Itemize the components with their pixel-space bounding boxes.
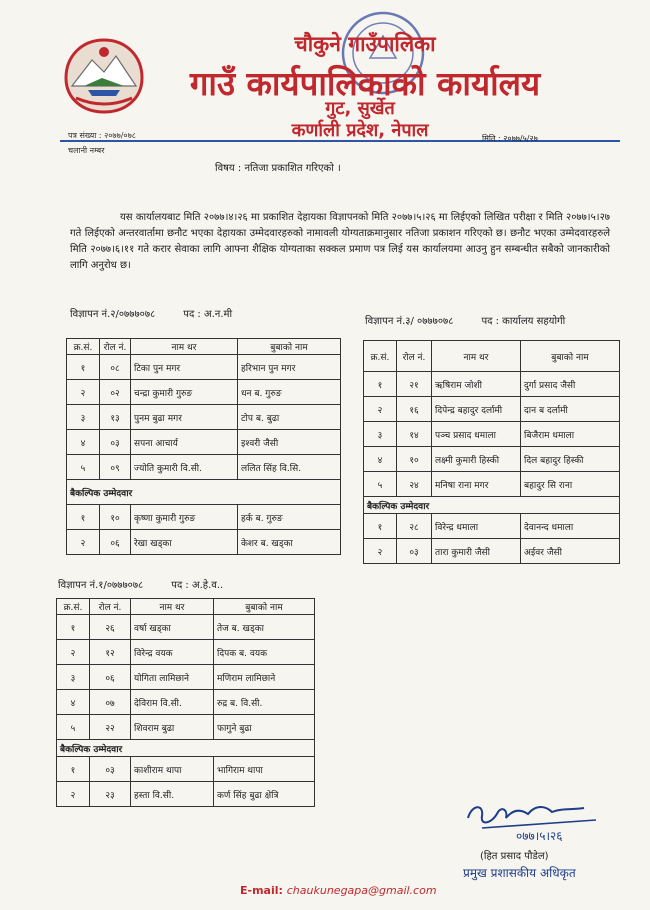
table-row: १ २६ वर्षा खड्का तेज ब. खड्का	[57, 615, 315, 640]
table-row: ४ ०७ देविराम वि.सी. रुद्र ब. वि.सी.	[57, 690, 315, 715]
ad-post: पद : अ.न.मी	[183, 309, 233, 320]
table-row: १ १० कृष्णा कुमारी गुरुङ हर्क ब. गुरुङ	[67, 505, 341, 530]
alternate-label: बैकल्पिक उम्मेदवार	[364, 497, 620, 514]
table-row: ५ ०९ ज्योति कुमारी वि.सी. ललित सिंह वि.सि.	[67, 455, 341, 480]
alternate-label: बैकल्पिक उम्मेदवार	[57, 740, 315, 757]
body-paragraph: यस कार्यालयबाट मिति २०७७।४।२६ मा प्रकाशित देहायका विज्ञापनको मिति २०७७।५।२६ मा लिईएको लिखित परीक्षा र मिति २०७७।५।२७ गते लिईएको अन्तरवार्तामा छनौट भएका देहायका उम्मेदवारहरुको नामावली योग्यताक्रमानुसार नतिजा प्रकाशन गरिएको छ। छनौट भएका उम्मेदवारहरुले मिति २०७७।६।११ गते करार सेवाका लागि आफ्ना शैक्षिक योग्यताका सक्कल प्रमाण पत्र लिई यस कार्यालयमा आउनु हुन सम्बन्धीत सबैको जानकारीको लागि अनुरोध छ।	[70, 212, 610, 271]
alternate-header-row	[57, 740, 315, 757]
table-row: २ ०२ चन्द्रा कुमारी गुरुङ धन ब. गुरुङ	[67, 380, 341, 405]
table-header-row	[57, 599, 315, 615]
subject-line: विषय : नतिजा प्रकाशित गरिएको ।	[215, 163, 341, 174]
table-row: ४ ०३ सपना आचार्य इश्वरी जैसी	[67, 430, 341, 455]
reference-number: पत्र संख्या : २०७७/०७८	[68, 131, 136, 140]
table-row: ३ ०६ योगिता लामिछाने मणिराम लामिछाने	[57, 665, 315, 690]
col-roll: रोल नं.	[397, 341, 432, 372]
col-name: नाम थर	[131, 339, 238, 355]
signature-date: ०७७।५।२६	[516, 829, 563, 842]
ad-title: विज्ञापन नं.३/ ०७७७०७८	[365, 316, 454, 327]
results-table-ad-3	[363, 340, 620, 564]
table-row: १ २८ विरेन्द्र धमाला देवानन्द धमाला	[364, 514, 620, 539]
table-row: ५ २२ शिवराम बुढा फागुने बुढा	[57, 715, 315, 740]
office-location: गुट, सुर्खेत	[325, 98, 395, 119]
ad-heading-2	[70, 306, 232, 320]
table-header-row	[364, 341, 620, 372]
alternate-label: बैकल्पिक उम्मेदवार	[67, 480, 341, 505]
table-row: ३ १३ पुनम बुढा मगर टोप ब. बुढा	[67, 405, 341, 430]
email-label: E-mail:	[240, 884, 283, 897]
col-serial: क्र.सं.	[57, 599, 90, 615]
results-table-ad-2	[66, 338, 341, 555]
table-row: ३ १४ पञ्च प्रसाद धमाला बिजैराम धमाला	[364, 422, 620, 447]
signer-title: प्रमुख प्रशासकीय अधिकृत	[463, 866, 576, 880]
footer-email	[240, 884, 437, 897]
table-row: २ १६ दिपेन्द्र बहादुर दर्लामी दान ब दर्लामी	[364, 397, 620, 422]
col-serial: क्र.सं.	[67, 339, 100, 355]
handwritten-signature-icon	[462, 798, 602, 842]
ad-post: पद : कार्यालय सहयोगी	[481, 316, 566, 327]
ad-post: पद : अ.हे.व..	[171, 580, 224, 591]
col-roll: रोल नं.	[90, 599, 131, 615]
table-row: १ ०३ काशीराम थापा भागिराम थापा	[57, 757, 315, 782]
table-row: १ २१ ऋषिराम जोशी दुर्गा प्रसाद जैसी	[364, 372, 620, 397]
alternate-header-row	[67, 480, 341, 505]
alternate-header-row	[364, 497, 620, 514]
email-address: chaukunegapa@gmail.com	[286, 884, 437, 897]
nepal-emblem-icon	[62, 38, 146, 114]
province-name: कर्णाली प्रदेश, नेपाल	[291, 120, 429, 141]
col-roll: रोल नं.	[100, 339, 131, 355]
col-serial: क्र.सं.	[364, 341, 397, 372]
col-name: नाम थर	[131, 599, 214, 615]
col-father-name: बुबाको नाम	[238, 339, 341, 355]
col-father-name: बुबाको नाम	[521, 341, 620, 372]
signer-name: (हित प्रसाद पौडेल)	[480, 851, 549, 862]
table-row: ५ २४ मनिषा राना मगर बहादुर सि राना	[364, 472, 620, 497]
table-row: १ ०८ टिका पुन मगर हरिभान पुन मगर	[67, 355, 341, 380]
col-father-name: बुबाको नाम	[214, 599, 315, 615]
table-row: ४ १० लक्ष्मी कुमारी हिस्की दिल बहादुर हिस्की	[364, 447, 620, 472]
table-header-row	[67, 339, 341, 355]
letter-date: मिति : २०७७/५/२७	[482, 134, 538, 143]
col-name: नाम थर	[432, 341, 521, 372]
ad-heading-1	[58, 577, 223, 591]
office-name: गाउँ कार्यपालिकाको कार्यालय	[189, 64, 541, 103]
ad-title: विज्ञापन नं.१/०७७७०७८	[58, 580, 144, 591]
results-table-ad-1	[56, 598, 315, 807]
table-row: २ ०६ रेखा खड्का केशर ब. खड्का	[67, 530, 341, 555]
dispatch-number: चलानी नम्बर	[68, 146, 105, 155]
ad-title: विज्ञापन नं.२/०७७७०७८	[70, 309, 156, 320]
table-row: २ ०३ तारा कुमारी जैसी अईवर जैसी	[364, 539, 620, 564]
table-row: २ २३ हस्ता वि.सी. कर्ण सिंह बुढा क्षेत्रि	[57, 782, 315, 807]
ad-heading-3	[365, 313, 565, 327]
table-row: २ १२ विरेन्द्र वयक दिपक ब. वयक	[57, 640, 315, 665]
municipality-name: चौकुने गाउँपालिका	[294, 32, 436, 56]
